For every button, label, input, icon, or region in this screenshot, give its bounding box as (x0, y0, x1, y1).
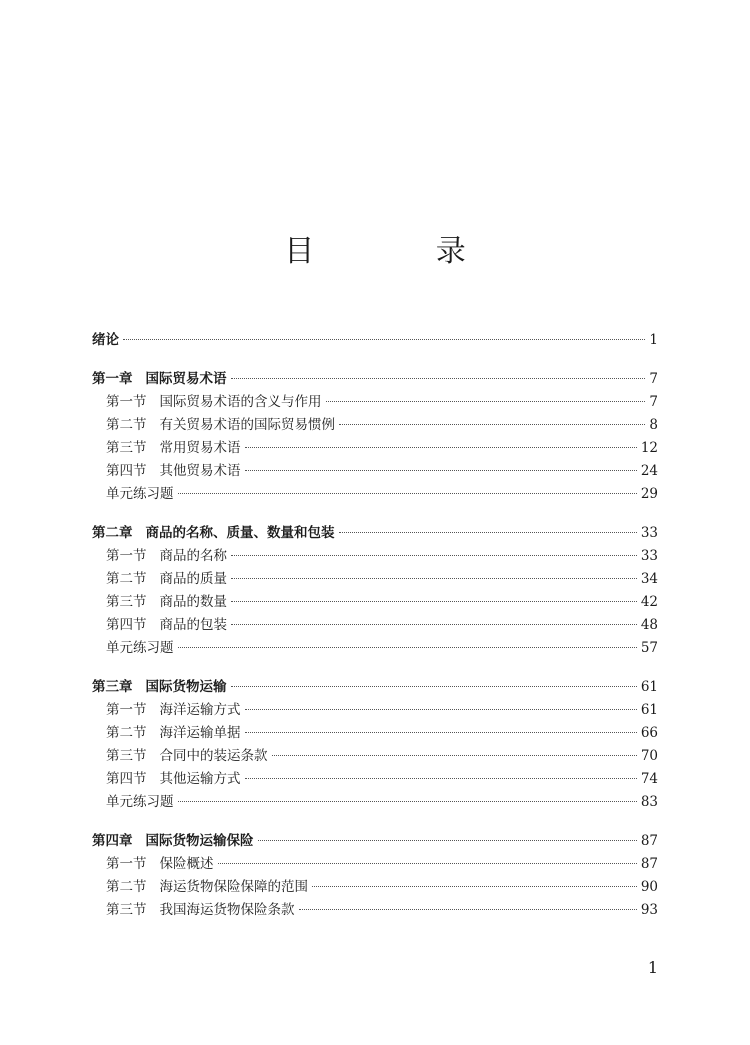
toc-entry-label (92, 328, 119, 348)
toc-entry-number: 第三节 (106, 748, 147, 764)
toc-section-row[interactable] (92, 459, 658, 482)
toc-section-row[interactable] (92, 636, 658, 659)
toc-page-number: 74 (640, 771, 658, 787)
toc-entry-label (92, 767, 241, 787)
toc-chapter-row[interactable] (92, 367, 658, 390)
toc-entry-title: 单元练习题 (106, 486, 174, 502)
toc-entry-number: 第二章 (92, 525, 133, 541)
toc-page-number: 87 (640, 833, 658, 849)
toc-entry-title: 海洋运输方式 (159, 702, 241, 718)
toc-entry-title: 绪论 (92, 332, 119, 348)
toc-entry-title: 商品的名称 (159, 548, 227, 564)
toc-entry-number: 第一节 (106, 702, 147, 718)
toc-entry-number: 第三章 (92, 679, 133, 695)
toc-entry-number: 第一节 (106, 548, 147, 564)
toc-entry-label (92, 521, 335, 541)
dot-leader (231, 601, 637, 602)
toc-page-number: 34 (640, 571, 658, 587)
toc-page-number: 29 (640, 486, 658, 502)
dot-leader (326, 401, 646, 402)
toc-entry-title: 其他运输方式 (159, 771, 241, 787)
toc-page-number: 48 (640, 617, 658, 633)
page-number: 1 (647, 958, 658, 977)
toc-entry-label (92, 698, 241, 718)
toc-entry-title: 商品的质量 (159, 571, 227, 587)
section-gap (92, 813, 658, 829)
toc-page-number: 61 (640, 702, 658, 718)
toc-entry-number: 第四章 (92, 833, 133, 849)
toc-page-number: 8 (649, 417, 658, 433)
toc-entry-label (92, 829, 254, 849)
dot-leader (178, 647, 637, 648)
toc-page-number: 70 (640, 748, 658, 764)
toc-entry-label (92, 367, 227, 387)
toc-entry-title: 我国海运货物保险条款 (159, 902, 295, 918)
toc-entry-label (92, 852, 214, 872)
toc-entry-label (92, 590, 227, 610)
toc-entry-title: 有关贸易术语的国际贸易惯例 (159, 417, 335, 433)
toc-section-row[interactable] (92, 852, 658, 875)
toc-entry-number: 第四节 (106, 771, 147, 787)
toc-entry-number: 第一节 (106, 856, 147, 872)
toc-entry-number: 第四节 (106, 463, 147, 479)
dot-leader (245, 470, 637, 471)
toc-entry-label (92, 675, 227, 695)
toc-entry-number: 第二节 (106, 879, 147, 895)
dot-leader (312, 886, 637, 887)
toc-entry-number: 第二节 (106, 417, 147, 433)
toc-entry-label (92, 413, 335, 433)
dot-leader (231, 624, 637, 625)
toc-page-number: 57 (640, 640, 658, 656)
toc-section-row[interactable] (92, 721, 658, 744)
toc-page-number: 7 (649, 394, 658, 410)
toc-entry-title: 保险概述 (159, 856, 214, 872)
toc-section-row[interactable] (92, 613, 658, 636)
toc-entry-number: 第三节 (106, 902, 147, 918)
toc-chapter-row[interactable] (92, 521, 658, 544)
toc-entry-label (92, 390, 322, 410)
toc-entry-title: 国际贸易术语 (145, 371, 227, 387)
toc-entry-title: 海运货物保险保障的范围 (159, 879, 308, 895)
toc-entry-label (92, 875, 308, 895)
toc-entry-label (92, 636, 174, 656)
toc-entry-title: 单元练习题 (106, 794, 174, 810)
dot-leader (231, 555, 637, 556)
dot-leader (123, 339, 645, 340)
toc-entry-title: 国际贸易术语的含义与作用 (159, 394, 322, 410)
toc-section-row[interactable] (92, 698, 658, 721)
toc-section-row[interactable] (92, 790, 658, 813)
dot-leader (178, 801, 637, 802)
toc-entry-label (92, 898, 295, 918)
toc-entry-number: 第三节 (106, 440, 147, 456)
toc-section-row[interactable] (92, 875, 658, 898)
toc-page-number: 61 (640, 679, 658, 695)
toc-section-row[interactable] (92, 898, 658, 921)
toc-entry-number: 第四节 (106, 617, 147, 633)
toc-entry-label (92, 482, 174, 502)
dot-leader (245, 778, 637, 779)
toc-section-row[interactable] (92, 590, 658, 613)
toc-section-row[interactable] (92, 544, 658, 567)
toc-entry-title: 其他贸易术语 (159, 463, 241, 479)
toc-page-number: 90 (640, 879, 658, 895)
toc-section-row[interactable] (92, 767, 658, 790)
dot-leader (339, 532, 637, 533)
toc-entry-label (92, 790, 174, 810)
dot-leader (245, 732, 637, 733)
toc-section-row[interactable] (92, 436, 658, 459)
toc-chapter-row[interactable] (92, 829, 658, 852)
dot-leader (299, 909, 637, 910)
dot-leader (339, 424, 645, 425)
dot-leader (245, 447, 637, 448)
toc-entry-number: 第二节 (106, 571, 147, 587)
toc-entry-title: 海洋运输单据 (159, 725, 241, 741)
dot-leader (258, 840, 637, 841)
toc-page-number: 83 (640, 794, 658, 810)
toc-entry-label (92, 544, 227, 564)
table-of-contents (92, 328, 658, 921)
toc-page-number: 12 (640, 440, 658, 456)
toc-entry-title: 商品的数量 (159, 594, 227, 610)
toc-entry-label (92, 459, 241, 479)
toc-page-number: 24 (640, 463, 658, 479)
toc-entry-label (92, 721, 241, 741)
toc-section-row[interactable] (92, 567, 658, 590)
dot-leader (231, 378, 646, 379)
toc-section-row[interactable] (92, 482, 658, 505)
toc-entry-label (92, 567, 227, 587)
toc-entry-label (92, 744, 268, 764)
toc-section-row[interactable] (92, 390, 658, 413)
dot-leader (218, 863, 637, 864)
toc-entry-title: 合同中的装运条款 (159, 748, 268, 764)
toc-entry-number: 第三节 (106, 594, 147, 610)
toc-entry-title: 国际货物运输 (145, 679, 227, 695)
dot-leader (231, 578, 637, 579)
section-gap (92, 351, 658, 367)
toc-section-row[interactable] (92, 413, 658, 436)
toc-entry-number: 第一章 (92, 371, 133, 387)
toc-page-number: 93 (640, 902, 658, 918)
toc-page-number: 33 (640, 525, 658, 541)
page-title: 目 录 (284, 234, 522, 269)
toc-entry-label (92, 436, 241, 456)
toc-entry-title: 商品的名称、质量、数量和包装 (145, 525, 335, 541)
toc-entry-title: 常用贸易术语 (159, 440, 241, 456)
toc-page-number: 33 (640, 548, 658, 564)
toc-page-number: 7 (649, 371, 658, 387)
toc-entry-title: 单元练习题 (106, 640, 174, 656)
dot-leader (231, 686, 637, 687)
dot-leader (272, 755, 637, 756)
toc-entry-title: 国际货物运输保险 (145, 833, 254, 849)
toc-page-number: 87 (640, 856, 658, 872)
toc-entry-number: 第二节 (106, 725, 147, 741)
toc-page-number: 42 (640, 594, 658, 610)
toc-entry-number: 第一节 (106, 394, 147, 410)
toc-intro-row[interactable] (92, 328, 658, 351)
toc-section-row[interactable] (92, 744, 658, 767)
section-gap (92, 659, 658, 675)
section-gap (92, 505, 658, 521)
toc-chapter-row[interactable] (92, 675, 658, 698)
dot-leader (245, 709, 637, 710)
toc-entry-title: 商品的包装 (159, 617, 227, 633)
dot-leader (178, 493, 637, 494)
toc-entry-label (92, 613, 227, 633)
toc-page-number: 66 (640, 725, 658, 741)
toc-page-number: 1 (649, 332, 658, 348)
